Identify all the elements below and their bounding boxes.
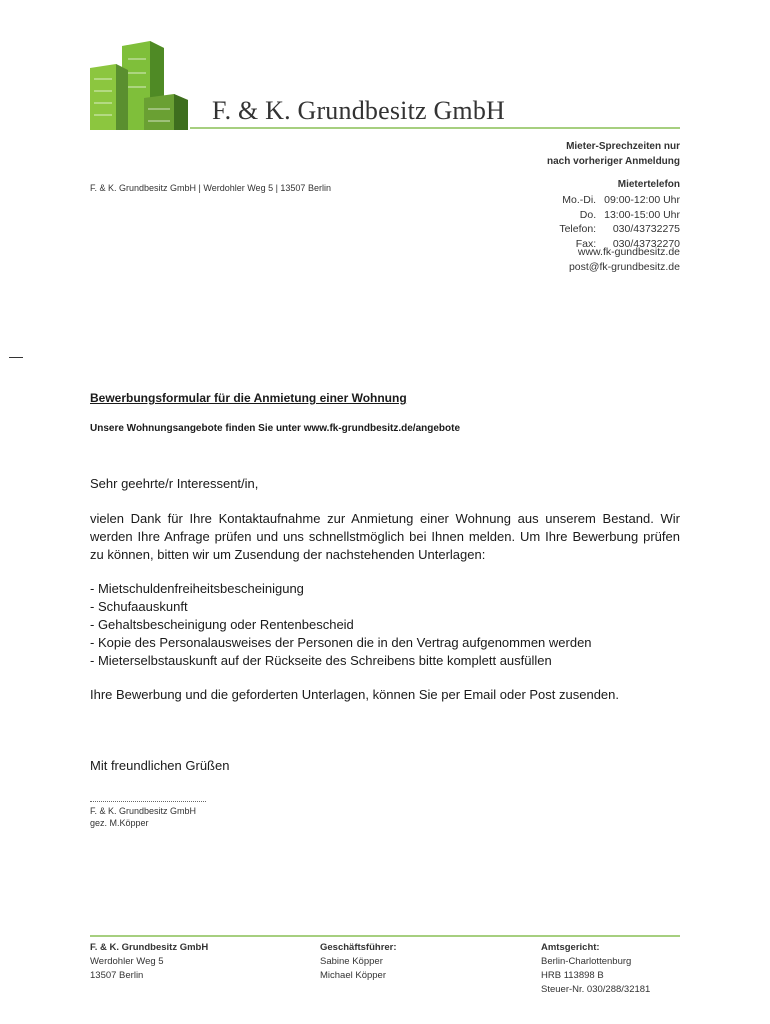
footer-line: Michael Köpper: [320, 970, 387, 981]
contact-row: [559, 222, 680, 237]
contact-value: 030/43732275: [612, 223, 680, 235]
contact-value: 09:00-12:00 Uhr: [604, 194, 680, 206]
footer-line: Werdohler Weg 5: [90, 956, 164, 967]
contact-value: 13:00-15:00 Uhr: [604, 208, 680, 221]
contact-table: [559, 193, 680, 251]
fold-mark: [9, 357, 23, 358]
list-item: - Gehaltsbescheinigung oder Rentenbescheid: [90, 617, 354, 632]
buildings-logo-icon: [88, 38, 188, 130]
contact-label: Telefon:: [559, 223, 597, 235]
salutation: Sehr geehrte/r Interessent/in,: [90, 476, 259, 491]
contact-row: [559, 208, 680, 223]
header-divider: [190, 127, 680, 129]
contact-label: Fax:: [575, 237, 597, 250]
contact-label: Mo.-Di.: [562, 194, 597, 206]
contact-row: [559, 193, 680, 208]
footer-line: HRB 113898 B: [541, 970, 604, 981]
office-hours-line: Mieter-Sprechzeiten nur: [566, 141, 680, 152]
submission-paragraph: Ihre Bewerbung und die geforderten Unterlagen, können Sie per Email oder Post zusenden.: [90, 687, 620, 702]
footer-heading: Geschäftsführer:: [320, 942, 397, 953]
list-item: - Mieterselbstauskunft auf der Rückseite des Schreibens bitte komplett ausfüllen: [90, 653, 552, 668]
intro-paragraph: vielen Dank für Ihre Kontaktaufnahme zur Anmietung einer Wohnung aus unserem Bestand. Wir werden Ihre Anfrage prüfen und uns schnellstmöglich bei Ihnen melden. Um Ihre Bewerbung prüfen zu können, bitten wir um Zusendung der nachstehenden Unterlagen:: [90, 511, 680, 562]
company-logo: [88, 38, 188, 130]
list-item: - Kopie des Personalausweises der Personen die in den Vertrag aufgenommen werden: [90, 635, 592, 650]
sender-address: F. & K. Grundbesitz GmbH | Werdohler Weg 5 | 13507 Berlin: [90, 183, 331, 193]
footer-line: 13507 Berlin: [90, 970, 144, 981]
signature-name: gez. M.Köpper: [90, 818, 149, 828]
list-item: - Mietschuldenfreiheitsbescheinigung: [90, 581, 304, 596]
footer-heading: Amtsgericht:: [541, 942, 600, 953]
contact-title: Mietertelefon: [617, 179, 680, 190]
contact-value: 030/43732270: [612, 237, 680, 250]
offers-note: Unsere Wohnungsangebote finden Sie unter www.fk-grundbesitz.de/angebote: [90, 423, 461, 434]
footer-heading: F. & K. Grundbesitz GmbH: [90, 942, 209, 953]
footer-line: Berlin-Charlottenburg: [541, 956, 632, 967]
footer-line: Steuer-Nr. 030/288/32181: [541, 984, 651, 995]
contact-online: [569, 245, 680, 274]
footer-line: Sabine Köpper: [320, 956, 383, 967]
contact-label: Do.: [579, 208, 597, 221]
footer-managers: [320, 941, 397, 983]
office-hours-line: nach vorheriger Anmeldung: [547, 156, 680, 167]
company-name: F. & K. Grundbesitz GmbH: [212, 96, 506, 125]
signature-company: F. & K. Grundbesitz GmbH: [90, 806, 197, 816]
list-item: - Schufaauskunft: [90, 599, 188, 614]
office-hours-note: [547, 139, 680, 169]
email-link[interactable]: post@fk-grundbesitz.de: [568, 260, 680, 273]
letter-subject: Bewerbungsformular für die Anmietung einer Wohnung: [90, 391, 407, 405]
signature-block: [90, 805, 196, 829]
signature-line: [90, 801, 206, 802]
documents-list: [90, 580, 680, 670]
website-link[interactable]: www.fk-gundbesitz.de: [577, 246, 680, 258]
footer-court: [541, 941, 650, 997]
closing: Mit freundlichen Grüßen: [90, 758, 230, 773]
footer-divider: [90, 935, 680, 937]
footer-company: [90, 941, 208, 983]
